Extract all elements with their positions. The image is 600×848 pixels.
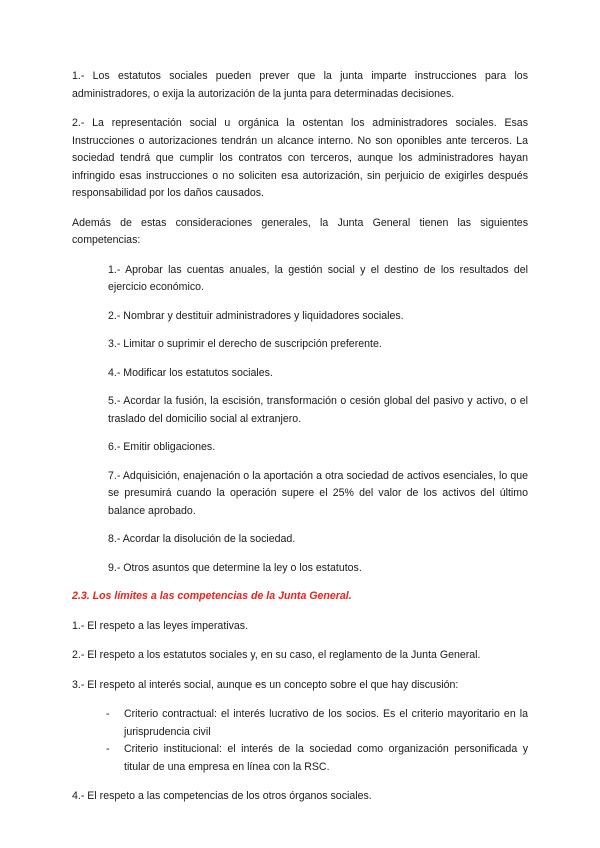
criteria-item xyxy=(108,741,528,776)
limit-item: 3.- El respeto al interés social, aunque es un concepto sobre el que hay discusión: xyxy=(72,678,459,691)
competencia-item: 2.- Nombrar y destituir administradores y liquidadores sociales. xyxy=(108,309,404,322)
criteria-item xyxy=(108,706,528,741)
limit-item: 1.- El respeto a las leyes imperativas. xyxy=(72,619,249,632)
competencia-item: 7.- Adquisición, enajenación o la aportación a otra sociedad de activos esenciales, lo que se presumirá cuando la operación supere el 25% del valor de los activos del último balance aprobado. xyxy=(108,469,528,517)
competencia-item: 6.- Emitir obligaciones. xyxy=(108,441,216,453)
limit-item: 4.- El respeto a las competencias de los otros órganos sociales. xyxy=(72,790,372,802)
criteria-text: Criterio contractual: el interés lucrativo de los socios. Es el criterio mayoritario en la jurisprudencia civil xyxy=(124,708,528,738)
intro-paragraph-3: Además de estas consideraciones generales, la Junta General tienen las siguientes competencias: xyxy=(72,216,528,246)
limit-item: 2.- El respeto a los estatutos sociales y, en su caso, el reglamento de la Junta General. xyxy=(72,649,481,661)
competencia-item: 9.- Otros asuntos que determine la ley o los estatutos. xyxy=(108,561,362,574)
dash-bullet: - xyxy=(106,743,110,755)
competencia-item: 5.- Acordar la fusión, la escisión, transformación o cesión global del pasivo y activo, o el traslado del domicilio social al extranjero. xyxy=(108,395,528,425)
section-heading: 2.3. Los límites a las competencias de la Junta General. xyxy=(72,590,352,602)
competencia-item: 8.- Acordar la disolución de la sociedad. xyxy=(108,533,296,545)
competencia-item: 1.- Aprobar las cuentas anuales, la gestión social y el destino de los resultados del ejercicio económico. xyxy=(108,263,528,293)
dash-bullet: - xyxy=(106,708,110,720)
criteria-text: Criterio institucional: el interés de la sociedad como organización personificada y titular de una empresa en línea con la RSC. xyxy=(124,743,528,773)
intro-paragraph-1: 1.- Los estatutos sociales pueden prever que la junta imparte instrucciones para los administradores, o exija la autorización de la junta para determinadas decisiones. xyxy=(72,70,528,100)
competencia-item: 3.- Limitar o suprimir el derecho de suscripción preferente. xyxy=(108,338,382,350)
competencias-list xyxy=(72,262,528,578)
document-page xyxy=(72,68,528,818)
competencia-item: 4.- Modificar los estatutos sociales. xyxy=(108,366,273,379)
criteria-list xyxy=(72,706,528,776)
intro-paragraph-2: 2.- La representación social u orgánica la ostentan los administradores sociales. Esas Instrucciones o autorizaciones tendrán un alcance interno. No son oponibles ante terceros. La sociedad tendrá que cumplir los contratos con terceros, aunque los administradores hayan infringido esas instrucciones o no soliciten esa autorización, sin perjuicio de exigirles después responsabilidad por los daños causados. xyxy=(72,117,528,199)
